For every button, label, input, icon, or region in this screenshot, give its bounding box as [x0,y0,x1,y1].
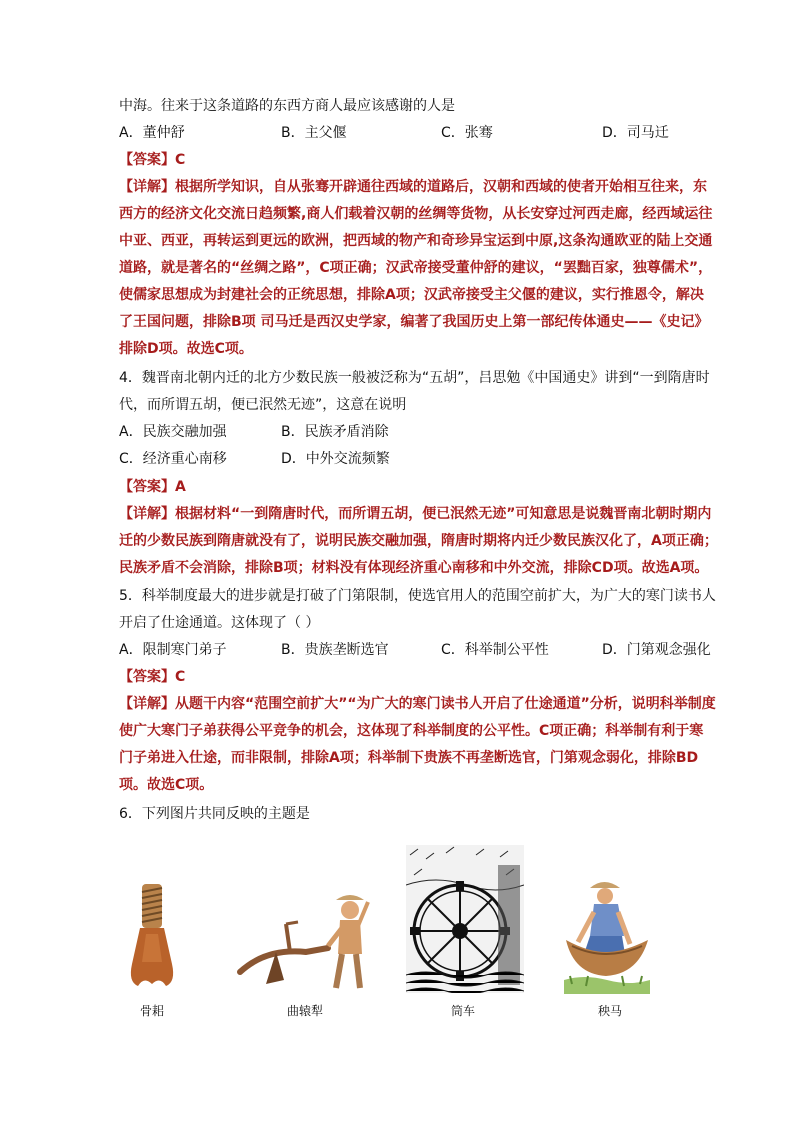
q3-analysis-line: 了王国问题，排除B项 司马迁是西汉史学家，编著了我国历史上第一部纪传体通史——《史记》 [119,314,709,330]
bone-spade-icon [122,878,182,992]
q4-analysis-line: 民族矛盾不会消除，排除B项；材料没有体现经济重心南移和中外交流，排除CD项。故选A项。 [119,560,709,576]
q5-option-b: B．贵族垄断选官 [281,642,389,658]
q3-option-d: D．司马迁 [602,125,669,141]
q3-stem-tail: 中海。往来于这条道路的东西方商人最应该感谢的人是 [119,98,455,114]
q5-analysis-line: 门子弟进入仕途，而非限制，排除A项；科举制下贵族不再垄断选官，门第观念弱化，排除BD [119,750,699,766]
q4-analysis-line: 【详解】根据材料“一到隋唐时代，而所谓五胡，便已泯然无迹”可知意思是说魏晋南北朝时期内 [119,506,712,522]
caption-seedling-horse: 秧马 [598,1004,623,1018]
q4-option-d: D．中外交流频繁 [281,451,390,467]
seedling-horse-icon [564,876,650,994]
q6-stem: 6．下列图片共同反映的主题是 [119,806,310,822]
q4-stem-line: 代，而所谓五胡，便已泯然无迹”，这意在说明 [119,397,407,413]
q4-option-c: C．经济重心南移 [119,451,227,467]
q3-option-c: C．张骞 [441,125,493,141]
q3-analysis-line: 西方的经济文化交流日趋频繁,商人们载着汉朝的丝绸等货物，从长安穿过河西走廊，经西域运往 [119,206,713,222]
q3-analysis-line: 道路，就是著名的“丝绸之路”，C项正确；汉武帝接受董仲舒的建议，“罢黜百家，独尊儒术”， [119,260,713,276]
q5-option-d: D．门第观念强化 [602,642,711,658]
q3-option-b: B．主父偃 [281,125,347,141]
q3-answer: 【答案】C [119,152,186,168]
curved-plow-icon [236,888,376,992]
q4-option-b: B．民族矛盾消除 [281,424,389,440]
caption-curved-plow: 曲辕犁 [287,1004,324,1018]
q3-analysis-line: 使儒家思想成为封建社会的正统思想，排除A项；汉武帝接受主父偃的建议，实行推恩令，解决 [119,287,704,303]
q3-option-a: A．董仲舒 [119,125,185,141]
q5-analysis-line: 【详解】从题干内容“范围空前扩大”“为广大的寒门读书人开启了仕途通道”分析，说明科举制度 [119,696,716,712]
caption-bone-spade: 骨耜 [140,1004,165,1018]
q5-analysis-line: 使广大寒门子弟获得公平竞争的机会，这体现了科举制度的公平性。C项正确；科举制有利于寒 [119,723,704,739]
q5-analysis-line: 项。故选C项。 [119,777,214,793]
q3-analysis-line: 【详解】根据所学知识，自从张骞开辟通往西域的道路后，汉朝和西域的使者开始相互往来，东 [119,179,707,195]
q4-stem-line: 4．魏晋南北朝内迁的北方少数民族一般被泛称为“五胡”，吕思勉《中国通史》讲到“一到隋唐时 [119,370,710,386]
q4-option-a: A．民族交融加强 [119,424,227,440]
water-wheel-icon [406,845,524,993]
q5-stem-line: 开启了仕途通道。这体现了（ ） [119,615,320,631]
q5-answer: 【答案】C [119,669,186,685]
q4-analysis-line: 迁的少数民族到隋唐就没有了，说明民族交融加强，隋唐时期将内迁少数民族汉化了，A项正确； [119,533,718,549]
caption-water-wheel: 筒车 [451,1004,476,1018]
q5-option-a: A．限制寒门弟子 [119,642,227,658]
q5-option-c: C．科举制公平性 [441,642,549,658]
q3-analysis-line: 中亚、西亚，再转运到更远的欧洲，把西域的物产和奇珍异宝运到中原,这条沟通欧亚的陆上交通 [119,233,713,249]
q4-answer: 【答案】A [119,479,186,495]
q5-stem-line: 5．科举制度最大的进步就是打破了门第限制，使选官用人的范围空前扩大，为广大的寒门读书人 [119,588,716,604]
q3-analysis-line: 排除D项。故选C项。 [119,341,253,357]
